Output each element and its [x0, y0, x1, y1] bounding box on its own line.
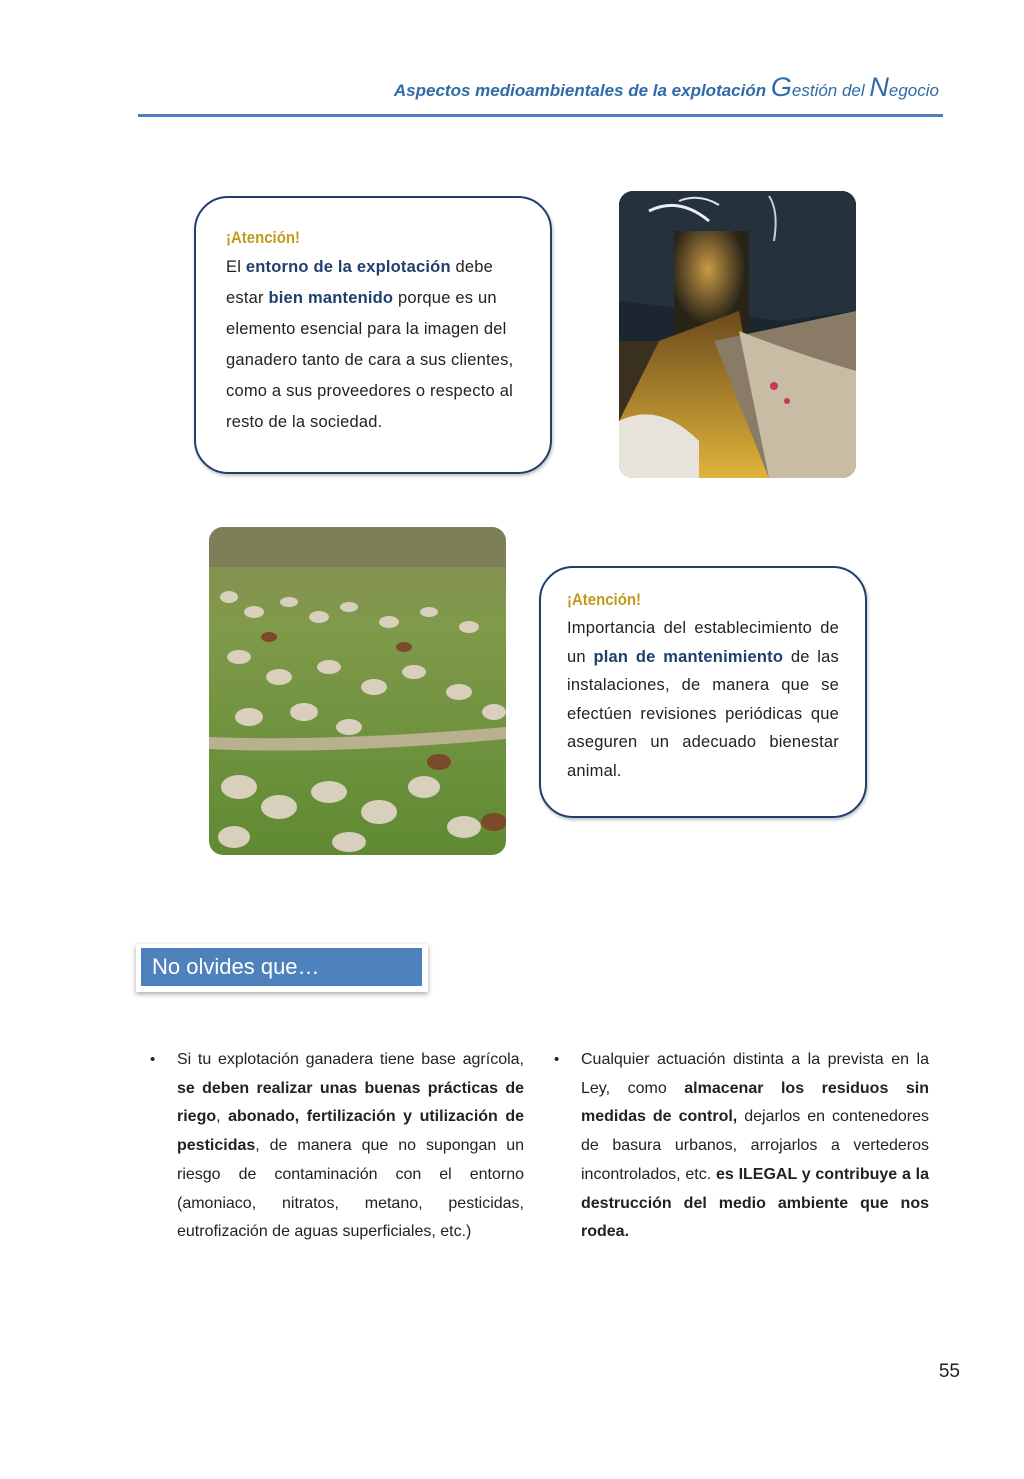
- callout-body: [567, 614, 839, 785]
- header-cap-g: G: [770, 72, 792, 102]
- bullet-text-run: Si tu explotación ganadera tiene base agrícola,: [177, 1051, 524, 1068]
- attention-callout-maintenance: [539, 566, 867, 818]
- bullet-bold-run: almacenar los residuos sin medidas de control,: [581, 1079, 930, 1126]
- bullet-marker: •: [554, 1051, 560, 1068]
- bullet-bold-run: abonado, fertilización y utilización de pesticidas: [177, 1108, 524, 1155]
- callout-title: ¡Atención!: [226, 228, 300, 247]
- callout-emphasis: bien mantenido: [268, 289, 394, 307]
- attention-callout-environment: [194, 196, 552, 474]
- callout-text: debe estar: [226, 258, 494, 307]
- header-topic: Aspectos medioambientales de la explotación: [393, 81, 767, 100]
- page-number: 55: [938, 1361, 960, 1382]
- bullet-text: [177, 1046, 524, 1247]
- running-header: [394, 72, 939, 103]
- bullet-bold-run: se deben realizar unas buenas prácticas de riego: [177, 1079, 524, 1126]
- reminder-banner: [136, 944, 428, 992]
- callout-body: [226, 252, 522, 438]
- header-cap-n: N: [869, 72, 889, 102]
- callout-text: porque es un elemento esencial para la imagen del: [226, 289, 507, 338]
- grazing-sheep-photo: [209, 527, 506, 855]
- callout-text: El: [226, 258, 246, 276]
- bullet-text: [581, 1046, 929, 1247]
- callout-text: ganadero tanto de cara a sus clientes, como a sus proveedores o respecto al resto de la sociedad.: [226, 351, 514, 431]
- bullet-list-left: [150, 1046, 524, 1247]
- bullet-text-run: dejarlos en contenedores de basura urbanos, arrojarlos a vertederos incontrolados, etc.: [581, 1108, 929, 1183]
- bullet-text-run: , de manera que no supongan un riesgo de contaminación con el entorno (amoniaco, nitratos, metano, pesticidas, eutrofización de aguas superficiales, etc.): [177, 1137, 524, 1241]
- header-rest-2: egocio: [888, 81, 939, 100]
- header-divider: [138, 114, 943, 117]
- bullet-marker: •: [150, 1051, 156, 1068]
- callout-text: de las instalaciones, de manera que se efectúen revisiones periódicas que aseguren un adecuado bienestar animal.: [567, 647, 840, 780]
- bullet-list-right: [554, 1046, 929, 1247]
- list-item: [150, 1046, 524, 1247]
- header-rest-1: estión del: [791, 81, 870, 100]
- sheep-shed-photo: [619, 191, 856, 478]
- bullet-bold-run: es ILEGAL y contribuye a la destrucción del medio ambiente que nos rodea.: [581, 1165, 930, 1241]
- reminder-banner-label: No olvides que…: [141, 948, 422, 986]
- callout-title: ¡Atención!: [567, 590, 641, 609]
- callout-text: Importancia del establecimiento de un: [567, 619, 839, 666]
- bullet-text-run: Cualquier actuación distinta a la prevista en la Ley, como: [581, 1051, 929, 1097]
- callout-emphasis: plan de mantenimiento: [593, 647, 784, 666]
- callout-emphasis: entorno de la explotación: [245, 258, 451, 276]
- list-item: [554, 1046, 929, 1247]
- bullet-text-run: ,: [216, 1108, 229, 1126]
